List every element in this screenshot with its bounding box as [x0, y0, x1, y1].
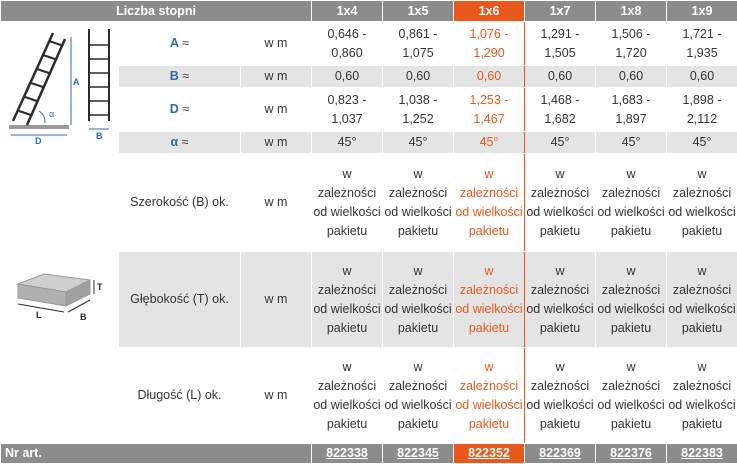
- value-cell: w zależności od wielkości pakietu: [312, 252, 383, 348]
- value-cell: 45°: [383, 132, 454, 154]
- unit-cell: w m: [241, 22, 312, 66]
- unit-cell: w m: [241, 66, 312, 88]
- unit-cell: w m: [241, 154, 312, 252]
- value-cell: 1,898 - 2,112: [667, 88, 737, 132]
- value-cell: w zależności od wielkości pakietu: [667, 154, 737, 252]
- value-cell-highlighted: w zależności od wielkości pakietu: [454, 252, 525, 348]
- dim-label-pkg-b: B: [80, 312, 87, 322]
- row-label-d: D ≈: [119, 88, 241, 132]
- value-cell: 0,646 - 0,860: [312, 22, 383, 66]
- unit-cell: w m: [241, 88, 312, 132]
- value-cell-highlighted: w zależności od wielkości pakietu: [454, 348, 525, 444]
- value-cell: w zależności od wielkości pakietu: [667, 252, 737, 348]
- value-cell: w zależności od wielkości pakietu: [525, 348, 596, 444]
- value-cell: w zależności od wielkości pakietu: [596, 252, 667, 348]
- value-cell: 0,60: [667, 66, 737, 88]
- header-row: [1, 1, 737, 22]
- ladder-diagram: [1, 22, 119, 154]
- value-cell-highlighted: 1,253 - 1,467: [454, 88, 525, 132]
- value-cell: 1,038 - 1,252: [383, 88, 454, 132]
- row-label-depth: Głębokość (T) ok.: [119, 252, 241, 348]
- value-cell: 0,60: [312, 66, 383, 88]
- header-title: Liczba stopni: [1, 1, 312, 22]
- value-cell-highlighted: 0,60: [454, 66, 525, 88]
- dim-label-b: B: [96, 131, 103, 141]
- value-cell: w zależności od wielkości pakietu: [525, 154, 596, 252]
- value-cell-highlighted: 1,076 - 1,290: [454, 22, 525, 66]
- article-number-link[interactable]: 822345: [383, 444, 454, 464]
- value-cell: 0,60: [596, 66, 667, 88]
- dim-label-d: D: [35, 136, 42, 145]
- value-cell-highlighted: w zależności od wielkości pakietu: [454, 154, 525, 252]
- col-header-highlighted: 1x6: [454, 1, 525, 22]
- col-header: 1x7: [525, 1, 596, 22]
- value-cell: w zależności od wielkości pakietu: [525, 252, 596, 348]
- value-cell: w zależności od wielkości pakietu: [383, 252, 454, 348]
- value-cell: w zależności od wielkości pakietu: [383, 348, 454, 444]
- article-number-link[interactable]: 822376: [596, 444, 667, 464]
- col-header: 1x9: [667, 1, 737, 22]
- footer-row: [1, 444, 737, 464]
- value-cell: 45°: [667, 132, 737, 154]
- article-number-link[interactable]: 822369: [525, 444, 596, 464]
- table-row-width: [1, 154, 737, 252]
- col-header: 1x4: [312, 1, 383, 22]
- dim-label-t: T: [97, 282, 103, 292]
- dim-label-a: A: [73, 77, 80, 87]
- unit-cell: w m: [241, 252, 312, 348]
- ladder-icon: [5, 25, 115, 145]
- value-cell: 45°: [596, 132, 667, 154]
- value-cell: 1,506 - 1,720: [596, 22, 667, 66]
- package-icon: [10, 266, 110, 326]
- dim-label-alpha: α: [49, 109, 54, 119]
- article-number-link[interactable]: 822383: [667, 444, 737, 464]
- value-cell: 45°: [525, 132, 596, 154]
- value-cell: w zależności od wielkości pakietu: [596, 154, 667, 252]
- value-cell: w zależności od wielkości pakietu: [383, 154, 454, 252]
- value-cell: 0,60: [525, 66, 596, 88]
- row-label-length: Długość (L) ok.: [119, 348, 241, 444]
- value-cell: 45°: [312, 132, 383, 154]
- value-cell: 1,721 - 1,935: [667, 22, 737, 66]
- col-header: 1x8: [596, 1, 667, 22]
- value-cell: w zależności od wielkości pakietu: [596, 348, 667, 444]
- row-label-width: Szerokość (B) ok.: [119, 154, 241, 252]
- value-cell-highlighted: 45°: [454, 132, 525, 154]
- value-cell: 1,468 - 1,682: [525, 88, 596, 132]
- value-cell: 1,683 - 1,897: [596, 88, 667, 132]
- unit-cell: w m: [241, 132, 312, 154]
- article-number-link-highlighted[interactable]: 822352: [454, 444, 525, 464]
- table-row-a: [1, 22, 737, 66]
- value-cell: 1,291 - 1,505: [525, 22, 596, 66]
- value-cell: 0,861 - 1,075: [383, 22, 454, 66]
- value-cell: 0,60: [383, 66, 454, 88]
- value-cell: 0,823 - 1,037: [312, 88, 383, 132]
- value-cell: w zależności od wielkości pakietu: [312, 348, 383, 444]
- row-label-a: A ≈: [119, 22, 241, 66]
- col-header: 1x5: [383, 1, 454, 22]
- value-cell: w zależności od wielkości pakietu: [312, 154, 383, 252]
- footer-label: Nr art.: [1, 444, 312, 464]
- article-number-link[interactable]: 822338: [312, 444, 383, 464]
- row-label-b: B ≈: [119, 66, 241, 88]
- dim-label-l: L: [36, 310, 42, 320]
- unit-cell: w m: [241, 348, 312, 444]
- value-cell: w zależności od wielkości pakietu: [667, 348, 737, 444]
- package-diagram: [1, 154, 119, 444]
- row-label-alpha: α ≈: [119, 132, 241, 154]
